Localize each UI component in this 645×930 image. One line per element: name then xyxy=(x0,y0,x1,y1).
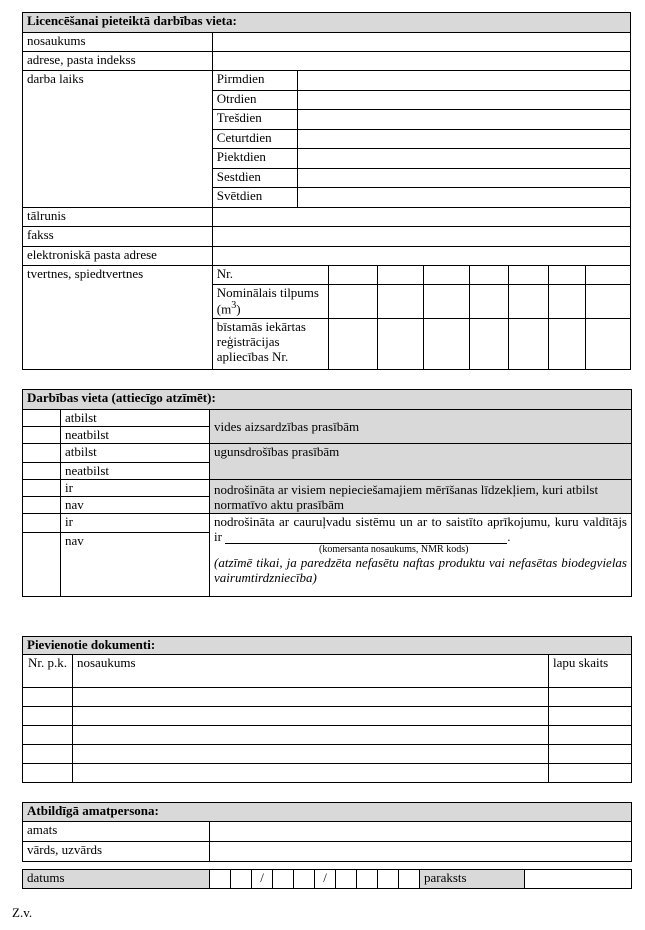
tank-cell[interactable] xyxy=(423,266,469,285)
attached-documents-table xyxy=(22,636,632,783)
doc-name-cell[interactable] xyxy=(73,764,549,783)
fullname-field[interactable] xyxy=(210,842,632,862)
table-row xyxy=(23,745,632,764)
fax-field[interactable] xyxy=(212,227,630,247)
date-digit[interactable] xyxy=(336,870,357,889)
doc-pages-cell[interactable] xyxy=(549,707,632,726)
tank-cell[interactable] xyxy=(329,266,378,285)
table-row xyxy=(23,688,632,707)
date-digit[interactable] xyxy=(273,870,294,889)
section3-title: Pievienotie dokumenti: xyxy=(23,637,632,655)
doc-nr-cell[interactable] xyxy=(23,688,73,707)
option-no-label: neatbilst xyxy=(61,427,210,444)
option-yes-label: atbilst xyxy=(61,410,210,427)
tank-volume-label: Nominālais tilpums $(m^3)$ xyxy=(212,285,329,319)
col-nr-header: Nr. p.k. xyxy=(23,655,73,688)
doc-pages-cell[interactable] xyxy=(549,688,632,707)
day-label: Piektdien xyxy=(212,149,297,169)
doc-pages-cell[interactable] xyxy=(549,764,632,783)
option-yes-label: ir xyxy=(61,480,210,497)
day-label: Trešdien xyxy=(212,110,297,130)
tank-cell[interactable] xyxy=(329,285,378,319)
email-field[interactable] xyxy=(212,247,630,266)
tanks-label: tvertnes, spiedtvertnes xyxy=(23,266,213,370)
section2-title: Darbības vieta (attiecīgo atzīmēt): xyxy=(23,390,632,410)
tank-cell[interactable] xyxy=(329,319,378,370)
pipeline-note: (atzīmē tikai, ja paredzēta nefasētu naftas produktu vai nefasētas biodegvielas vairumtirdzniecība) xyxy=(214,555,627,585)
doc-name-cell[interactable] xyxy=(73,707,549,726)
doc-nr-cell[interactable] xyxy=(23,745,73,764)
signature-field[interactable] xyxy=(525,870,632,889)
option-no-label: nav xyxy=(61,533,210,597)
col-pages-header: lapu skaits xyxy=(549,655,632,688)
section4-title: Atbildīgā amatpersona: xyxy=(23,803,632,822)
position-field[interactable] xyxy=(210,822,632,842)
tank-cell[interactable] xyxy=(378,319,424,370)
tank-cell[interactable] xyxy=(586,319,631,370)
date-digit[interactable] xyxy=(399,870,420,889)
position-label: amats xyxy=(23,822,210,842)
tank-cell[interactable] xyxy=(586,285,631,319)
date-digit[interactable] xyxy=(378,870,399,889)
env-requirements-text: vides aizsardzības prasībām xyxy=(210,410,632,444)
tank-cell[interactable] xyxy=(509,319,549,370)
phone-field[interactable] xyxy=(212,208,630,227)
tank-cell[interactable] xyxy=(586,266,631,285)
hours-field-sun[interactable] xyxy=(298,188,631,208)
doc-nr-cell[interactable] xyxy=(23,726,73,745)
date-digit[interactable] xyxy=(294,870,315,889)
doc-nr-cell[interactable] xyxy=(23,764,73,783)
option-yes-label: atbilst xyxy=(61,444,210,463)
day-label: Sestdien xyxy=(212,169,297,188)
table-row xyxy=(23,707,632,726)
pipeline-text: nodrošināta ar cauruļvadu sistēmu un ar to saistīto aprīkojumu, kuru valdītājs ir xyxy=(214,514,627,544)
checkbox-no[interactable] xyxy=(23,533,61,597)
section1-title: Licencēšanai pieteiktā darbības vieta: xyxy=(23,13,631,33)
measuring-text: nodrošināta ar visiem nepieciešamajiem mērīšanas līdzekļiem, kuri atbilst normatīvo aktu prasībām xyxy=(210,480,632,514)
pipeline-text-cell: nodrošināta ar cauruļvadu sistēmu un ar to saistīto aprīkojumu, kuru valdītājs ir . (komersanta nosaukums, NMR kods) (atzīmē tikai, ja paredzēta nefasētu naftas produktu vai nefasētas biodegvielas vairumtirdzniecība) xyxy=(210,514,632,597)
checkbox-no[interactable] xyxy=(23,497,61,514)
business-location-table xyxy=(22,12,631,370)
day-label: Ceturtdien xyxy=(212,130,297,149)
address-label: adrese, pasta indekss xyxy=(23,52,213,71)
checkbox-yes[interactable] xyxy=(23,514,61,533)
fire-requirements-text: ugunsdrošības prasībām xyxy=(210,444,632,480)
col-name-header: nosaukums xyxy=(73,655,549,688)
fullname-label: vārds, uzvārds xyxy=(23,842,210,862)
date-separator: / xyxy=(315,870,336,889)
option-yes-label: ir xyxy=(61,514,210,533)
operator-name-field[interactable] xyxy=(225,530,507,544)
date-digit[interactable] xyxy=(231,870,252,889)
table-row xyxy=(23,764,632,783)
operator-caption: (komersanta nosaukums, NMR kods) xyxy=(319,544,469,555)
date-digit[interactable] xyxy=(210,870,231,889)
date-digit[interactable] xyxy=(357,870,378,889)
tank-cell[interactable] xyxy=(548,266,586,285)
checkbox-no[interactable] xyxy=(23,463,61,480)
hours-field-thu[interactable] xyxy=(298,130,631,149)
tank-cell[interactable] xyxy=(548,285,586,319)
phone-label: tālrunis xyxy=(23,208,213,227)
signature-label: paraksts xyxy=(420,870,525,889)
hours-field-fri[interactable] xyxy=(298,149,631,169)
hours-field-wed[interactable] xyxy=(298,110,631,130)
table-row xyxy=(23,726,632,745)
name-field[interactable] xyxy=(212,33,630,52)
hours-field-mon[interactable] xyxy=(298,71,631,91)
checkbox-yes[interactable] xyxy=(23,410,61,427)
name-label: nosaukums xyxy=(23,33,213,52)
doc-nr-cell[interactable] xyxy=(23,707,73,726)
date-label: datums xyxy=(23,870,210,889)
doc-name-cell[interactable] xyxy=(73,726,549,745)
option-no-label: nav xyxy=(61,497,210,514)
checkbox-no[interactable] xyxy=(23,427,61,444)
date-signature-table xyxy=(22,869,632,889)
day-label: Pirmdien xyxy=(212,71,297,91)
responsible-official-table xyxy=(22,802,632,862)
tank-cell[interactable] xyxy=(378,266,424,285)
date-separator: / xyxy=(252,870,273,889)
seal-place-label: Z.v. xyxy=(12,905,33,920)
tank-cell[interactable] xyxy=(423,319,469,370)
checkbox-yes[interactable] xyxy=(23,480,61,497)
tank-cell[interactable] xyxy=(509,285,549,319)
tank-nr-label: Nr. xyxy=(212,266,329,285)
tank-cell[interactable] xyxy=(469,319,509,370)
email-label: elektroniskā pasta adrese xyxy=(23,247,213,266)
tank-registration-label: bīstamās iekārtas reģistrācijas apliecības Nr. xyxy=(212,319,329,370)
hours-field-sat[interactable] xyxy=(298,169,631,188)
location-compliance-table xyxy=(22,389,632,597)
tank-cell[interactable] xyxy=(378,285,424,319)
tank-cell[interactable] xyxy=(469,266,509,285)
tank-cell[interactable] xyxy=(509,266,549,285)
tank-cell[interactable] xyxy=(548,319,586,370)
doc-name-cell[interactable] xyxy=(73,688,549,707)
day-label: Svētdien xyxy=(212,188,297,208)
address-field[interactable] xyxy=(212,52,630,71)
hours-field-tue[interactable] xyxy=(298,91,631,110)
doc-pages-cell[interactable] xyxy=(549,745,632,764)
tank-cell[interactable] xyxy=(423,285,469,319)
checkbox-yes[interactable] xyxy=(23,444,61,463)
doc-pages-cell[interactable] xyxy=(549,726,632,745)
hours-label: darba laiks xyxy=(23,71,213,208)
fax-label: fakss xyxy=(23,227,213,247)
day-label: Otrdien xyxy=(212,91,297,110)
option-no-label: neatbilst xyxy=(61,463,210,480)
doc-name-cell[interactable] xyxy=(73,745,549,764)
tank-cell[interactable] xyxy=(469,285,509,319)
